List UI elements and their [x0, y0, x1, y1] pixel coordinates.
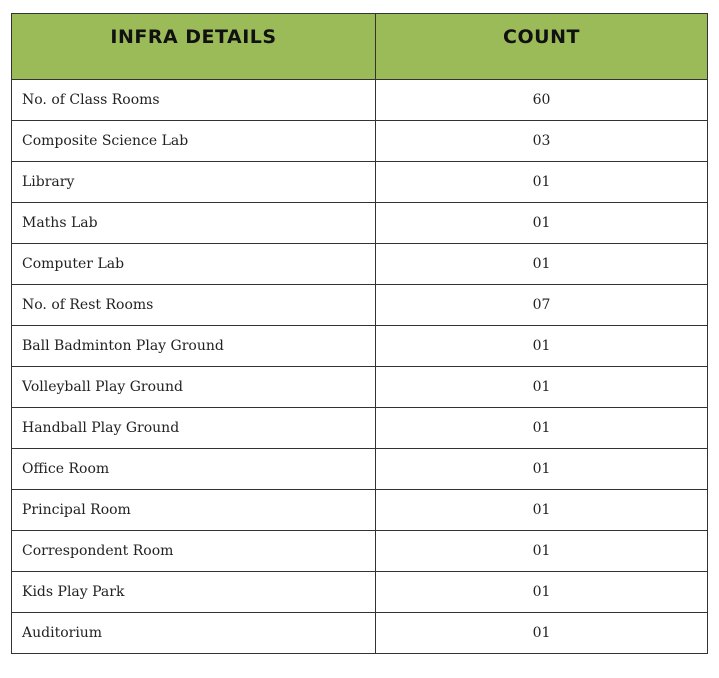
header-infra-details: INFRA DETAILS: [12, 14, 376, 80]
table-body: [12, 80, 708, 654]
table-row: [12, 367, 708, 408]
row-item-label: Ball Badminton Play Ground: [12, 326, 376, 367]
row-count-value: 01: [376, 162, 708, 203]
table-row: [12, 449, 708, 490]
table-row: [12, 613, 708, 654]
row-item-label: Composite Science Lab: [12, 121, 376, 162]
row-item-label: Auditorium: [12, 613, 376, 654]
table-row: [12, 80, 708, 121]
row-count-value: 01: [376, 613, 708, 654]
row-item-label: Handball Play Ground: [12, 408, 376, 449]
row-item-label: Computer Lab: [12, 244, 376, 285]
row-count-value: 07: [376, 285, 708, 326]
infra-details-table: [11, 13, 708, 654]
table-row: [12, 203, 708, 244]
row-count-value: 01: [376, 572, 708, 613]
table-row: [12, 162, 708, 203]
table-row: [12, 408, 708, 449]
row-item-label: No. of Class Rooms: [12, 80, 376, 121]
row-count-value: 01: [376, 367, 708, 408]
row-count-value: 60: [376, 80, 708, 121]
header-row: [12, 14, 708, 80]
table-header: [12, 14, 708, 80]
row-count-value: 01: [376, 244, 708, 285]
table-row: [12, 285, 708, 326]
row-item-label: Kids Play Park: [12, 572, 376, 613]
row-count-value: 01: [376, 490, 708, 531]
table-row: [12, 244, 708, 285]
row-item-label: Principal Room: [12, 490, 376, 531]
row-count-value: 01: [376, 408, 708, 449]
row-item-label: Office Room: [12, 449, 376, 490]
row-item-label: Correspondent Room: [12, 531, 376, 572]
header-count: COUNT: [376, 14, 708, 80]
row-count-value: 01: [376, 326, 708, 367]
row-item-label: Maths Lab: [12, 203, 376, 244]
row-item-label: Library: [12, 162, 376, 203]
row-count-value: 01: [376, 531, 708, 572]
row-count-value: 03: [376, 121, 708, 162]
table-row: [12, 326, 708, 367]
table-row: [12, 121, 708, 162]
table-row: [12, 531, 708, 572]
table-row: [12, 490, 708, 531]
table-row: [12, 572, 708, 613]
row-count-value: 01: [376, 449, 708, 490]
row-count-value: 01: [376, 203, 708, 244]
row-item-label: Volleyball Play Ground: [12, 367, 376, 408]
row-item-label: No. of Rest Rooms: [12, 285, 376, 326]
